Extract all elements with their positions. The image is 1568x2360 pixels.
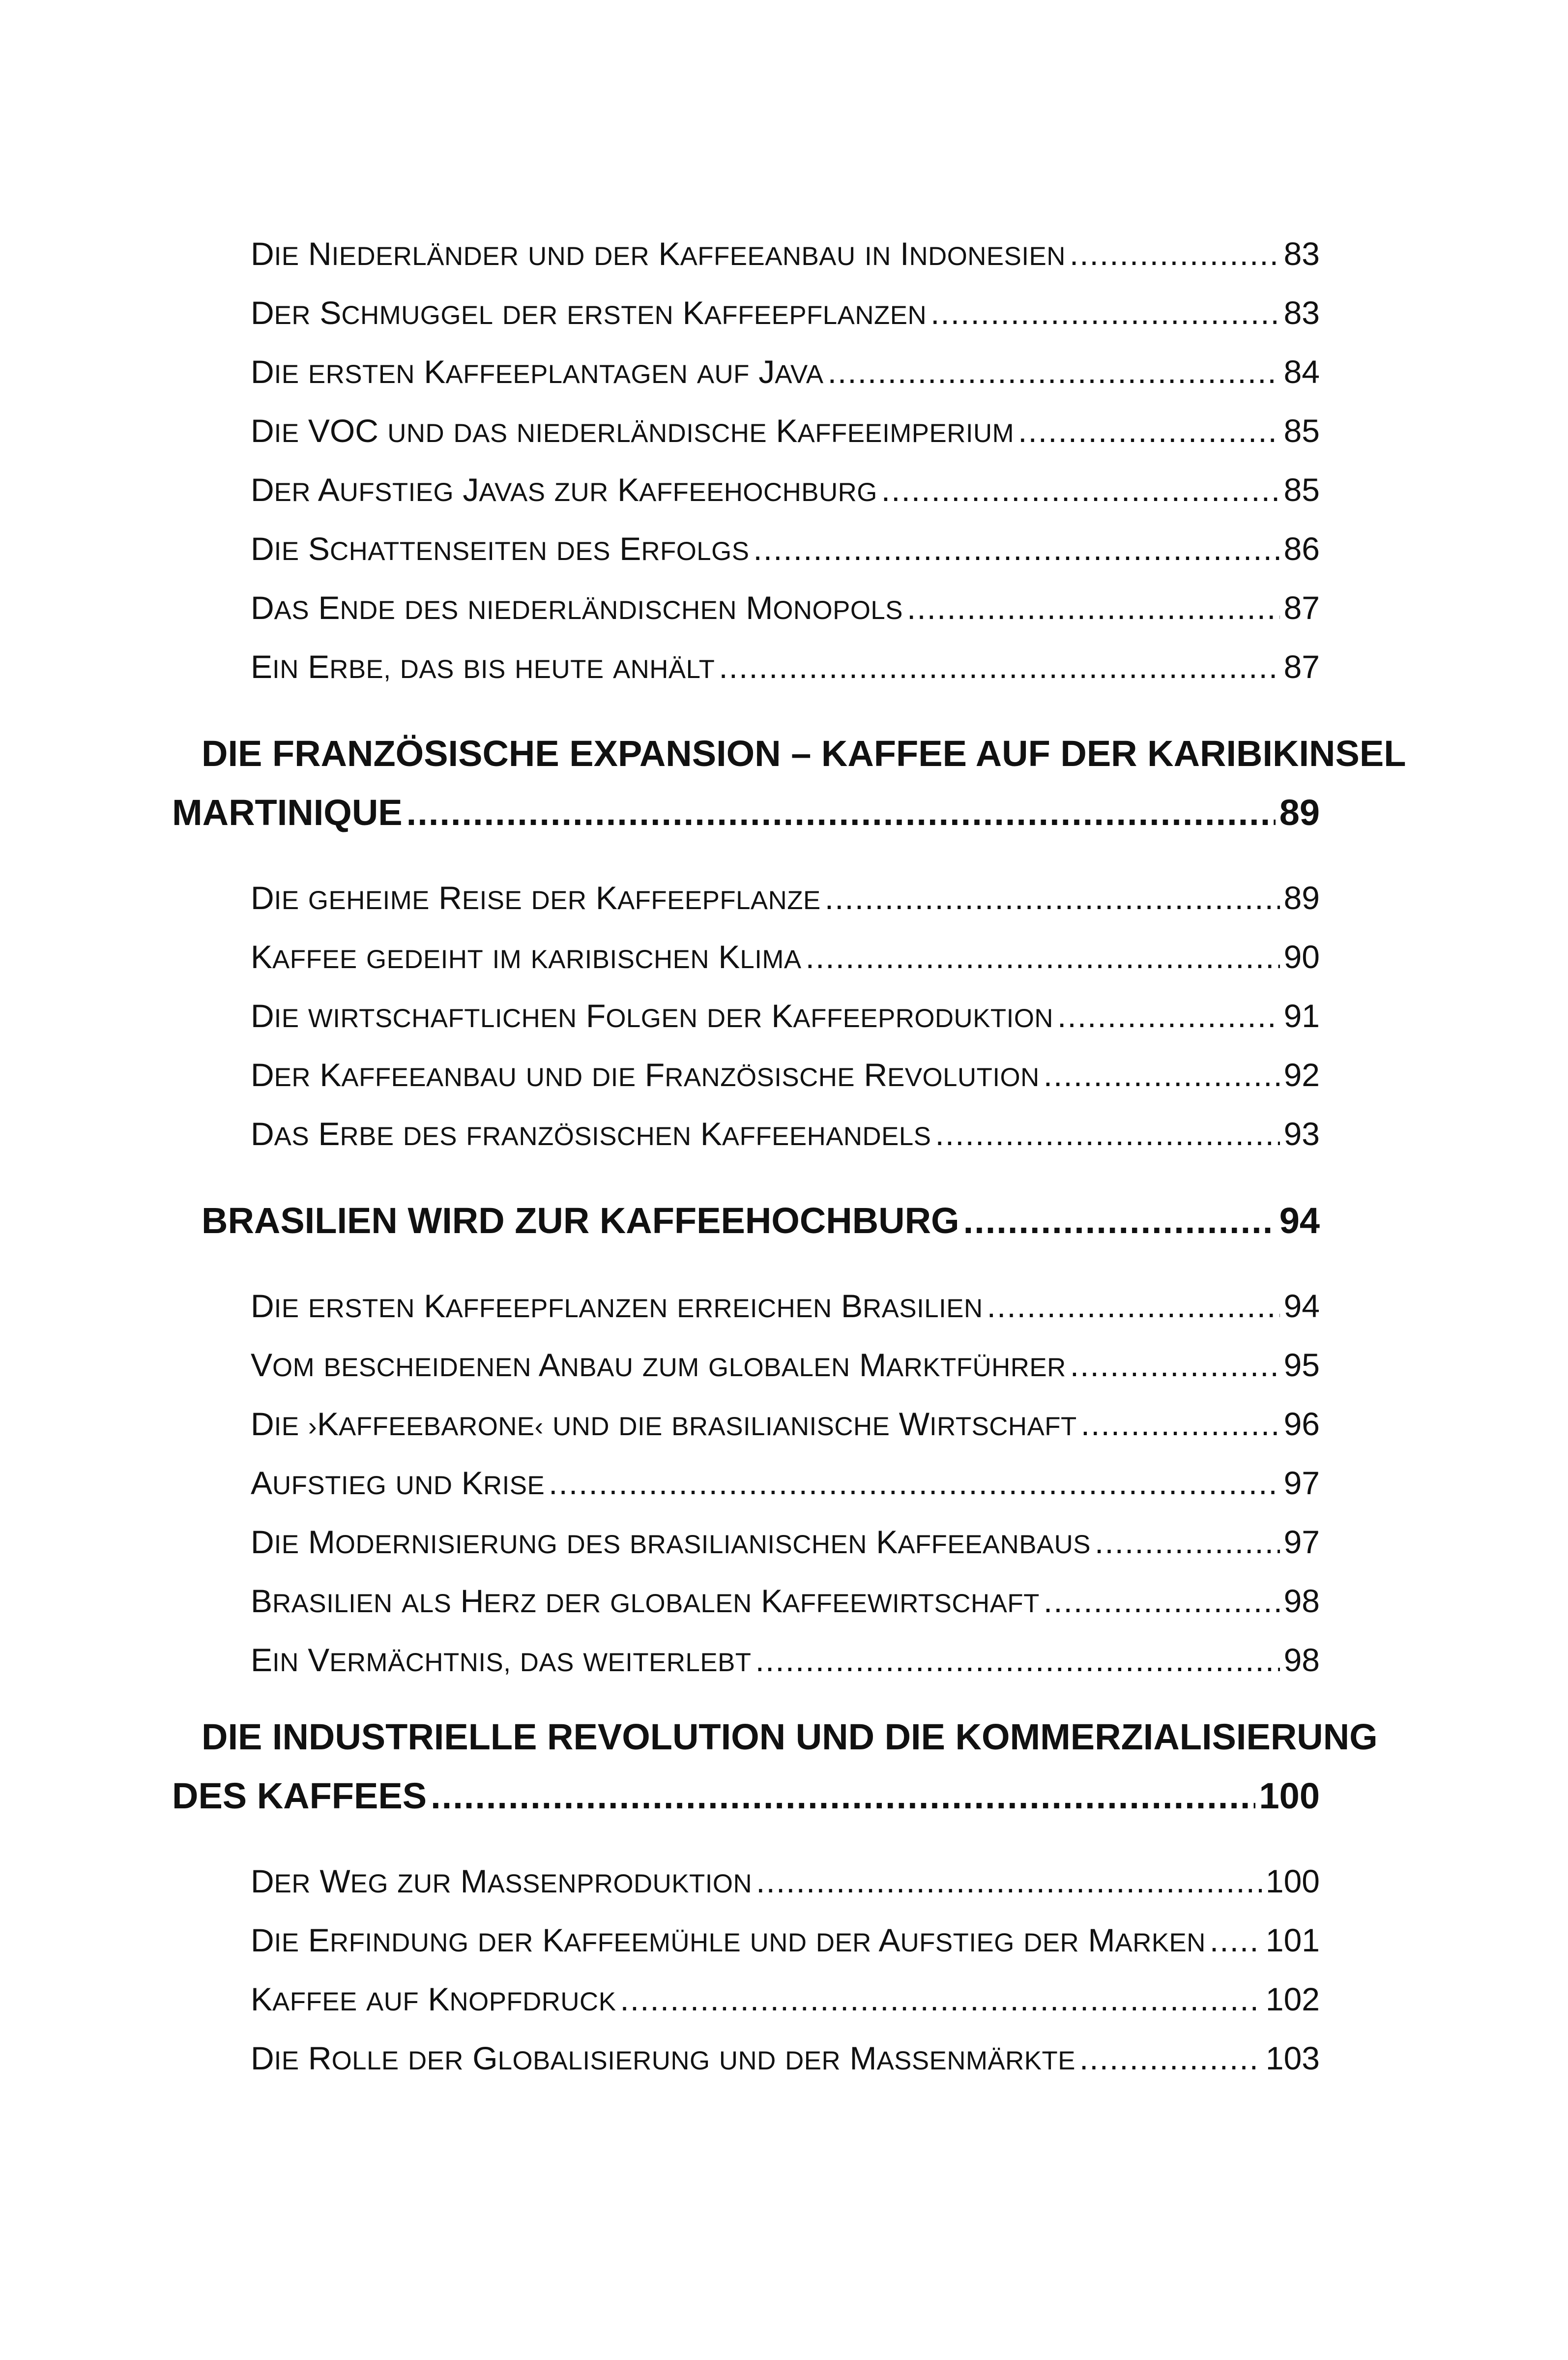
toc-subentry xyxy=(251,589,1320,628)
toc-chapter-title: MARTINIQUE xyxy=(172,792,403,833)
toc-subentry-title: DIE ›KAFFEEBARONE‹ UND DIE BRASILIANISCHE WIRTSCHAFT xyxy=(251,1406,1077,1442)
toc-subentry-title: DER SCHMUGGEL DER ERSTEN KAFFEEPFLANZEN xyxy=(251,295,927,331)
toc-subentry xyxy=(251,1056,1320,1095)
leader-dots xyxy=(1044,1582,1280,1620)
leader-dots xyxy=(620,1980,1261,2018)
toc-page-number: 97 xyxy=(1283,1465,1320,1501)
leader-dots xyxy=(753,530,1279,567)
toc-subentry-title: DIE ERSTEN KAFFEEPFLANZEN ERREICHEN BRASILIEN xyxy=(251,1288,983,1324)
toc-subentry-title: BRASILIEN ALS HERZ DER GLOBALEN KAFFEEWIRTSCHAFT xyxy=(251,1583,1040,1619)
toc-page-number: 89 xyxy=(1283,880,1320,916)
toc-page-number: 96 xyxy=(1283,1406,1320,1442)
toc-subentry-title: DAS ERBE DES FRANZÖSISCHEN KAFFEEHANDELS xyxy=(251,1116,931,1152)
toc-subentry xyxy=(251,294,1320,333)
toc-page-number: 103 xyxy=(1265,2040,1320,2076)
toc-subentry xyxy=(251,1641,1320,1681)
leader-dots xyxy=(935,1115,1279,1152)
toc-chapter xyxy=(172,792,1320,841)
toc-subentry-title: DIE ERSTEN KAFFEEPLANTAGEN AUF JAVA xyxy=(251,354,824,390)
toc-page-number: 97 xyxy=(1283,1524,1320,1560)
toc-subentry-title: DAS ENDE DES NIEDERLÄNDISCHEN MONOPOLS xyxy=(251,590,903,626)
toc-subentry xyxy=(251,1862,1320,1902)
toc-subentry-title: DIE GEHEIME REISE DER KAFFEEPFLANZE xyxy=(251,880,821,916)
leader-dots xyxy=(431,1775,1255,1817)
leader-dots xyxy=(1070,1346,1280,1384)
toc-chapter-title: DES KAFFEES xyxy=(172,1775,427,1816)
toc-subentry-title: DIE ROLLE DER GLOBALISIERUNG UND DER MASSENMÄRKTE xyxy=(251,2040,1075,2076)
toc-chapter xyxy=(172,1775,1320,1824)
toc-page-number: 83 xyxy=(1283,236,1320,272)
leader-dots xyxy=(1018,412,1279,449)
toc-subentry-title: DIE ERFINDUNG DER KAFFEEMÜHLE UND DER AUFSTIEG DER MARKEN xyxy=(251,1922,1206,1958)
toc-page-number: 87 xyxy=(1283,590,1320,626)
toc-page-number: 85 xyxy=(1283,413,1320,449)
toc-subentry xyxy=(251,997,1320,1036)
leader-dots xyxy=(1057,997,1280,1034)
toc-subentry xyxy=(251,412,1320,451)
toc-subentry xyxy=(251,2039,1320,2079)
toc-chapter-title: DIE INDUSTRIELLE REVOLUTION UND DIE KOMMERZIALISIERUNG xyxy=(202,1716,1378,1757)
toc-page-number: 83 xyxy=(1283,295,1320,331)
toc-chapter-line1 xyxy=(202,1716,1378,1765)
leader-dots xyxy=(1095,1523,1280,1561)
leader-dots xyxy=(825,879,1280,916)
toc-page-number: 86 xyxy=(1283,531,1320,567)
toc-subentry xyxy=(251,353,1320,392)
toc-subentry xyxy=(251,648,1320,687)
toc-subentry-title: DIE WIRTSCHAFTLICHEN FOLGEN DER KAFFEEPRODUKTION xyxy=(251,998,1054,1034)
toc-subentry-title: DER WEG ZUR MASSENPRODUKTION xyxy=(251,1863,753,1899)
toc-subentry xyxy=(251,530,1320,569)
toc-page-number: 90 xyxy=(1283,939,1320,975)
toc-subentry-title: KAFFEE GEDEIHT IM KARIBISCHEN KLIMA xyxy=(251,939,802,975)
leader-dots xyxy=(963,1200,1276,1241)
toc-subentry xyxy=(251,1582,1320,1622)
toc-subentry xyxy=(251,471,1320,510)
toc-subentry-title: DIE NIEDERLÄNDER UND DER KAFFEEANBAU IN INDONESIEN xyxy=(251,236,1066,272)
toc-subentry xyxy=(251,1115,1320,1154)
toc-subentry-title: DIE VOC UND DAS NIEDERLÄNDISCHE KAFFEEIMPERIUM xyxy=(251,413,1015,449)
toc-page-number: 92 xyxy=(1283,1057,1320,1093)
toc-page-number: 101 xyxy=(1265,1922,1320,1958)
toc-subentry xyxy=(251,1287,1320,1327)
toc-page-number: 95 xyxy=(1283,1347,1320,1383)
toc-page-number: 87 xyxy=(1283,649,1320,685)
leader-dots xyxy=(930,294,1279,331)
leader-dots xyxy=(1081,1405,1280,1443)
toc-page-number: 94 xyxy=(1283,1288,1320,1324)
toc-page-number: 93 xyxy=(1283,1116,1320,1152)
toc-subentry-title: DER KAFFEEANBAU UND DIE FRANZÖSISCHE REVOLUTION xyxy=(251,1057,1040,1093)
toc-subentry-title: EIN VERMÄCHTNIS, DAS WEITERLEBT xyxy=(251,1642,752,1678)
toc-chapter-title: DIE FRANZÖSISCHE EXPANSION – KAFFEE AUF DER KARIBIKINSEL xyxy=(202,733,1406,774)
toc-subentry xyxy=(251,1921,1320,1961)
leader-dots xyxy=(987,1287,1280,1325)
toc-page-number: 98 xyxy=(1283,1642,1320,1678)
toc-subentry-title: DER AUFSTIEG JAVAS ZUR KAFFEEHOCHBURG xyxy=(251,472,877,508)
toc-chapter xyxy=(202,1200,1320,1249)
toc-subentry xyxy=(251,1464,1320,1504)
leader-dots xyxy=(1044,1056,1280,1093)
toc-subentry-title: EIN ERBE, DAS BIS HEUTE ANHÄLT xyxy=(251,649,715,685)
leader-dots xyxy=(755,1641,1280,1679)
leader-dots xyxy=(1079,2039,1262,2077)
toc-page-number: 98 xyxy=(1283,1583,1320,1619)
toc-page-number: 89 xyxy=(1279,792,1320,833)
toc-chapter-title: BRASILIEN WIRD ZUR KAFFEEHOCHBURG xyxy=(202,1200,959,1241)
leader-dots xyxy=(756,1862,1262,1900)
toc-subentry-title: DIE SCHATTENSEITEN DES ERFOLGS xyxy=(251,531,750,567)
toc-page-number: 84 xyxy=(1283,354,1320,390)
toc-subentry-title: AUFSTIEG UND KRISE xyxy=(251,1465,545,1501)
toc-page-number: 100 xyxy=(1265,1863,1320,1899)
toc-chapter-line1 xyxy=(202,733,1406,782)
leader-dots xyxy=(1070,235,1280,272)
leader-dots xyxy=(1210,1921,1262,1959)
toc-subentry xyxy=(251,1523,1320,1563)
toc-page-number: 91 xyxy=(1283,998,1320,1034)
leader-dots xyxy=(719,648,1279,685)
leader-dots xyxy=(806,938,1280,975)
toc-page-number: 100 xyxy=(1259,1775,1320,1816)
toc-page-number: 94 xyxy=(1279,1200,1320,1241)
leader-dots xyxy=(828,353,1280,390)
toc-subentry xyxy=(251,938,1320,977)
toc-subentry xyxy=(251,879,1320,918)
leader-dots xyxy=(407,792,1276,833)
toc-subentry-title: KAFFEE AUF KNOPFDRUCK xyxy=(251,1981,616,2017)
toc-subentry xyxy=(251,1980,1320,2020)
toc-subentry xyxy=(251,235,1320,274)
leader-dots xyxy=(881,471,1280,508)
toc-subentry-title: DIE MODERNISIERUNG DES BRASILIANISCHEN KAFFEEANBAUS xyxy=(251,1524,1091,1560)
toc-page-number: 102 xyxy=(1265,1981,1320,2017)
toc-subentry xyxy=(251,1405,1320,1445)
leader-dots xyxy=(907,589,1280,626)
leader-dots xyxy=(549,1464,1279,1502)
toc-subentry xyxy=(251,1346,1320,1386)
toc-subentry-title: VOM BESCHEIDENEN ANBAU ZUM GLOBALEN MARKTFÜHRER xyxy=(251,1347,1066,1383)
toc-page-number: 85 xyxy=(1283,472,1320,508)
